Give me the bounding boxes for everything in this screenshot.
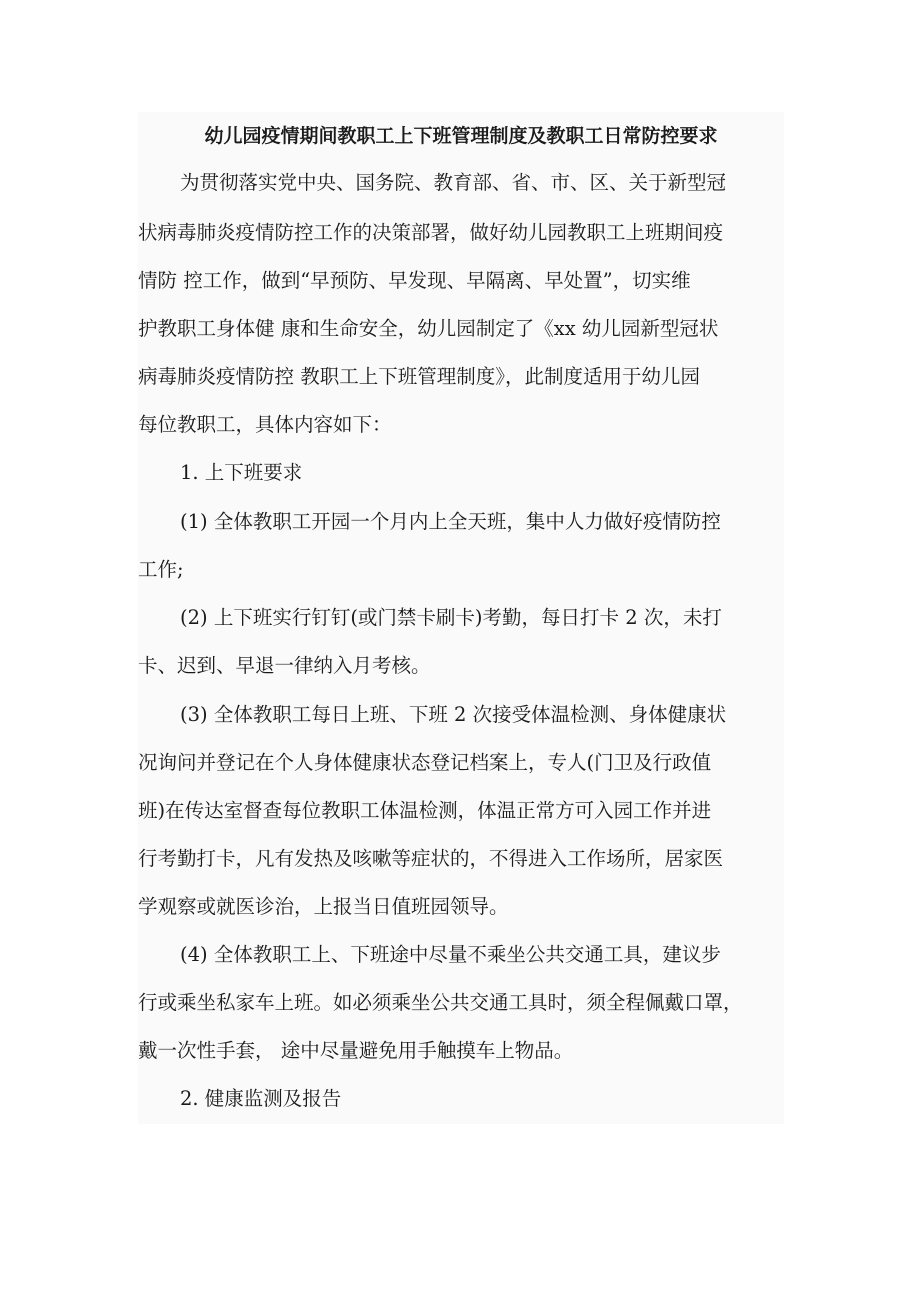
paragraph-line: (1) 全体教职工开园一个月内上全天班，集中人力做好疫情防控 [180, 510, 721, 533]
paragraph-line: 病毒肺炎疫情防控 教职工上下班管理制度》，此制度适用于幼儿园 [138, 365, 700, 388]
paragraph-line: 学观察或就医诊治，上报当日值班园领导。 [138, 895, 509, 918]
paragraph-line: 护教职工身体健 康和生命安全，幼儿园制定了《xx 幼儿园新型冠状 [138, 317, 719, 340]
paragraph-line: (4) 全体教职工上、下班途中尽量不乘坐公共交通工具，建议步 [180, 943, 721, 966]
section-heading: 1. 上下班要求 [180, 461, 303, 484]
section-heading: 2. 健康监测及报告 [180, 1087, 342, 1110]
paragraph-line: 行考勤打卡，凡有发热及咳嗽等症状的，不得进入工作场所，居家医 [138, 847, 724, 870]
paragraph-line: (2) 上下班实行钉钉(或门禁卡刷卡)考勤，每日打卡 2 次，未打 [180, 606, 722, 629]
paragraph-line: 状病毒肺炎疫情防控工作的决策部署，做好幼儿园教职工上班期间疫 [138, 221, 724, 244]
paragraph-line: 班)在传达室督查每位教职工体温检测，体温正常方可入园工作并进 [138, 799, 712, 822]
paragraph-line: 行或乘坐私家车上班。如必须乘坐公共交通工具时，须全程佩戴口罩， [138, 991, 743, 1014]
paragraph-line: 况询问并登记在个人身体健康状态登记档案上，专人(门卫及行政值 [138, 751, 712, 774]
paragraph-line: 戴一次性手套， 途中尽量避免用手触摸车上物品。 [138, 1039, 574, 1062]
paragraph-line: 情防 控工作，做到“早预防、早发现、早隔离、早处置”，切实维 [138, 269, 691, 292]
document-page [138, 112, 784, 1124]
paragraph-line: 工作; [138, 558, 184, 581]
paragraph-line: 为贯彻落实党中央、国务院、教育部、省、市、区、关于新型冠 [180, 171, 727, 194]
paragraph-line: 每位教职工，具体内容如下： [138, 413, 392, 436]
paragraph-line: 卡、迟到、早退一律纳入月考核。 [138, 654, 431, 677]
paragraph-line: (3) 全体教职工每日上班、下班 2 次接受体温检测、身体健康状 [180, 703, 727, 726]
document-title: 幼儿园疫情期间教职工上下班管理制度及教职工日常防控要求 [204, 125, 718, 147]
